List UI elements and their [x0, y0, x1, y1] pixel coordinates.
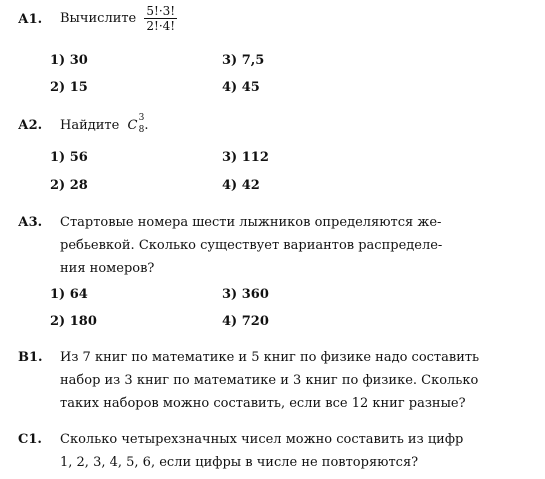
- question-a2-text: Найдите: [60, 118, 120, 133]
- fraction-denominator: 2!·4!: [146, 19, 176, 33]
- a3-option-1: 1) 64: [50, 287, 88, 302]
- a2-option-4: 4) 42: [222, 178, 260, 193]
- question-b1-line-3: таких наборов можно составить, если все 12 книг разные?: [60, 396, 466, 411]
- question-a3-label: А3.: [18, 215, 43, 230]
- question-a1-prompt: [60, 4, 177, 33]
- question-a2-prompt: [60, 113, 149, 135]
- question-c1-line-2: 1, 2, 3, 4, 5, 6, если цифры в числе не повторяются?: [60, 455, 419, 470]
- a3-option-4: 4) 720: [222, 314, 269, 329]
- a1-option-2: 2) 15: [50, 80, 88, 95]
- question-a1-label: А1.: [18, 12, 43, 27]
- a2-option-2: 2) 28: [50, 178, 88, 193]
- combination-superscript: 3: [138, 113, 145, 123]
- a3-option-2: 2) 180: [50, 314, 97, 329]
- question-b1-line-1: Из 7 книг по математике и 5 книг по физике надо составить: [60, 350, 480, 365]
- a2-option-3: 3) 112: [222, 150, 269, 165]
- fraction-numerator: 5!·3!: [146, 4, 176, 18]
- a1-option-1: 1) 30: [50, 53, 88, 68]
- combination-subscript: 8: [138, 125, 145, 135]
- question-a2-label: А2.: [18, 118, 43, 133]
- a1-option-4: 4) 45: [222, 80, 260, 95]
- question-a3-line-3: ния номеров?: [60, 261, 155, 276]
- question-a1-text: Вычислите: [60, 11, 137, 26]
- a3-option-3: 3) 360: [222, 287, 269, 302]
- question-a3-line-2: ребьевкой. Сколько существует вариантов распределе-: [60, 238, 443, 253]
- question-a3-line-1: Стартовые номера шести лыжников определяются же-: [60, 215, 442, 230]
- question-c1-label: С1.: [18, 432, 42, 447]
- question-b1-label: В1.: [18, 350, 43, 365]
- question-b1-line-2: набор из 3 книг по математике и 3 книг по физике. Сколько: [60, 373, 479, 388]
- a1-option-3: 3) 7,5: [222, 53, 265, 68]
- question-a1-fraction: [144, 4, 177, 33]
- combination-base: C: [127, 118, 138, 133]
- question-a2-end: .: [144, 118, 149, 133]
- question-c1-line-1: Сколько четырехзначных чисел можно составить из цифр: [60, 432, 464, 447]
- a2-option-1: 1) 56: [50, 150, 88, 165]
- question-a2-combination: [127, 113, 145, 135]
